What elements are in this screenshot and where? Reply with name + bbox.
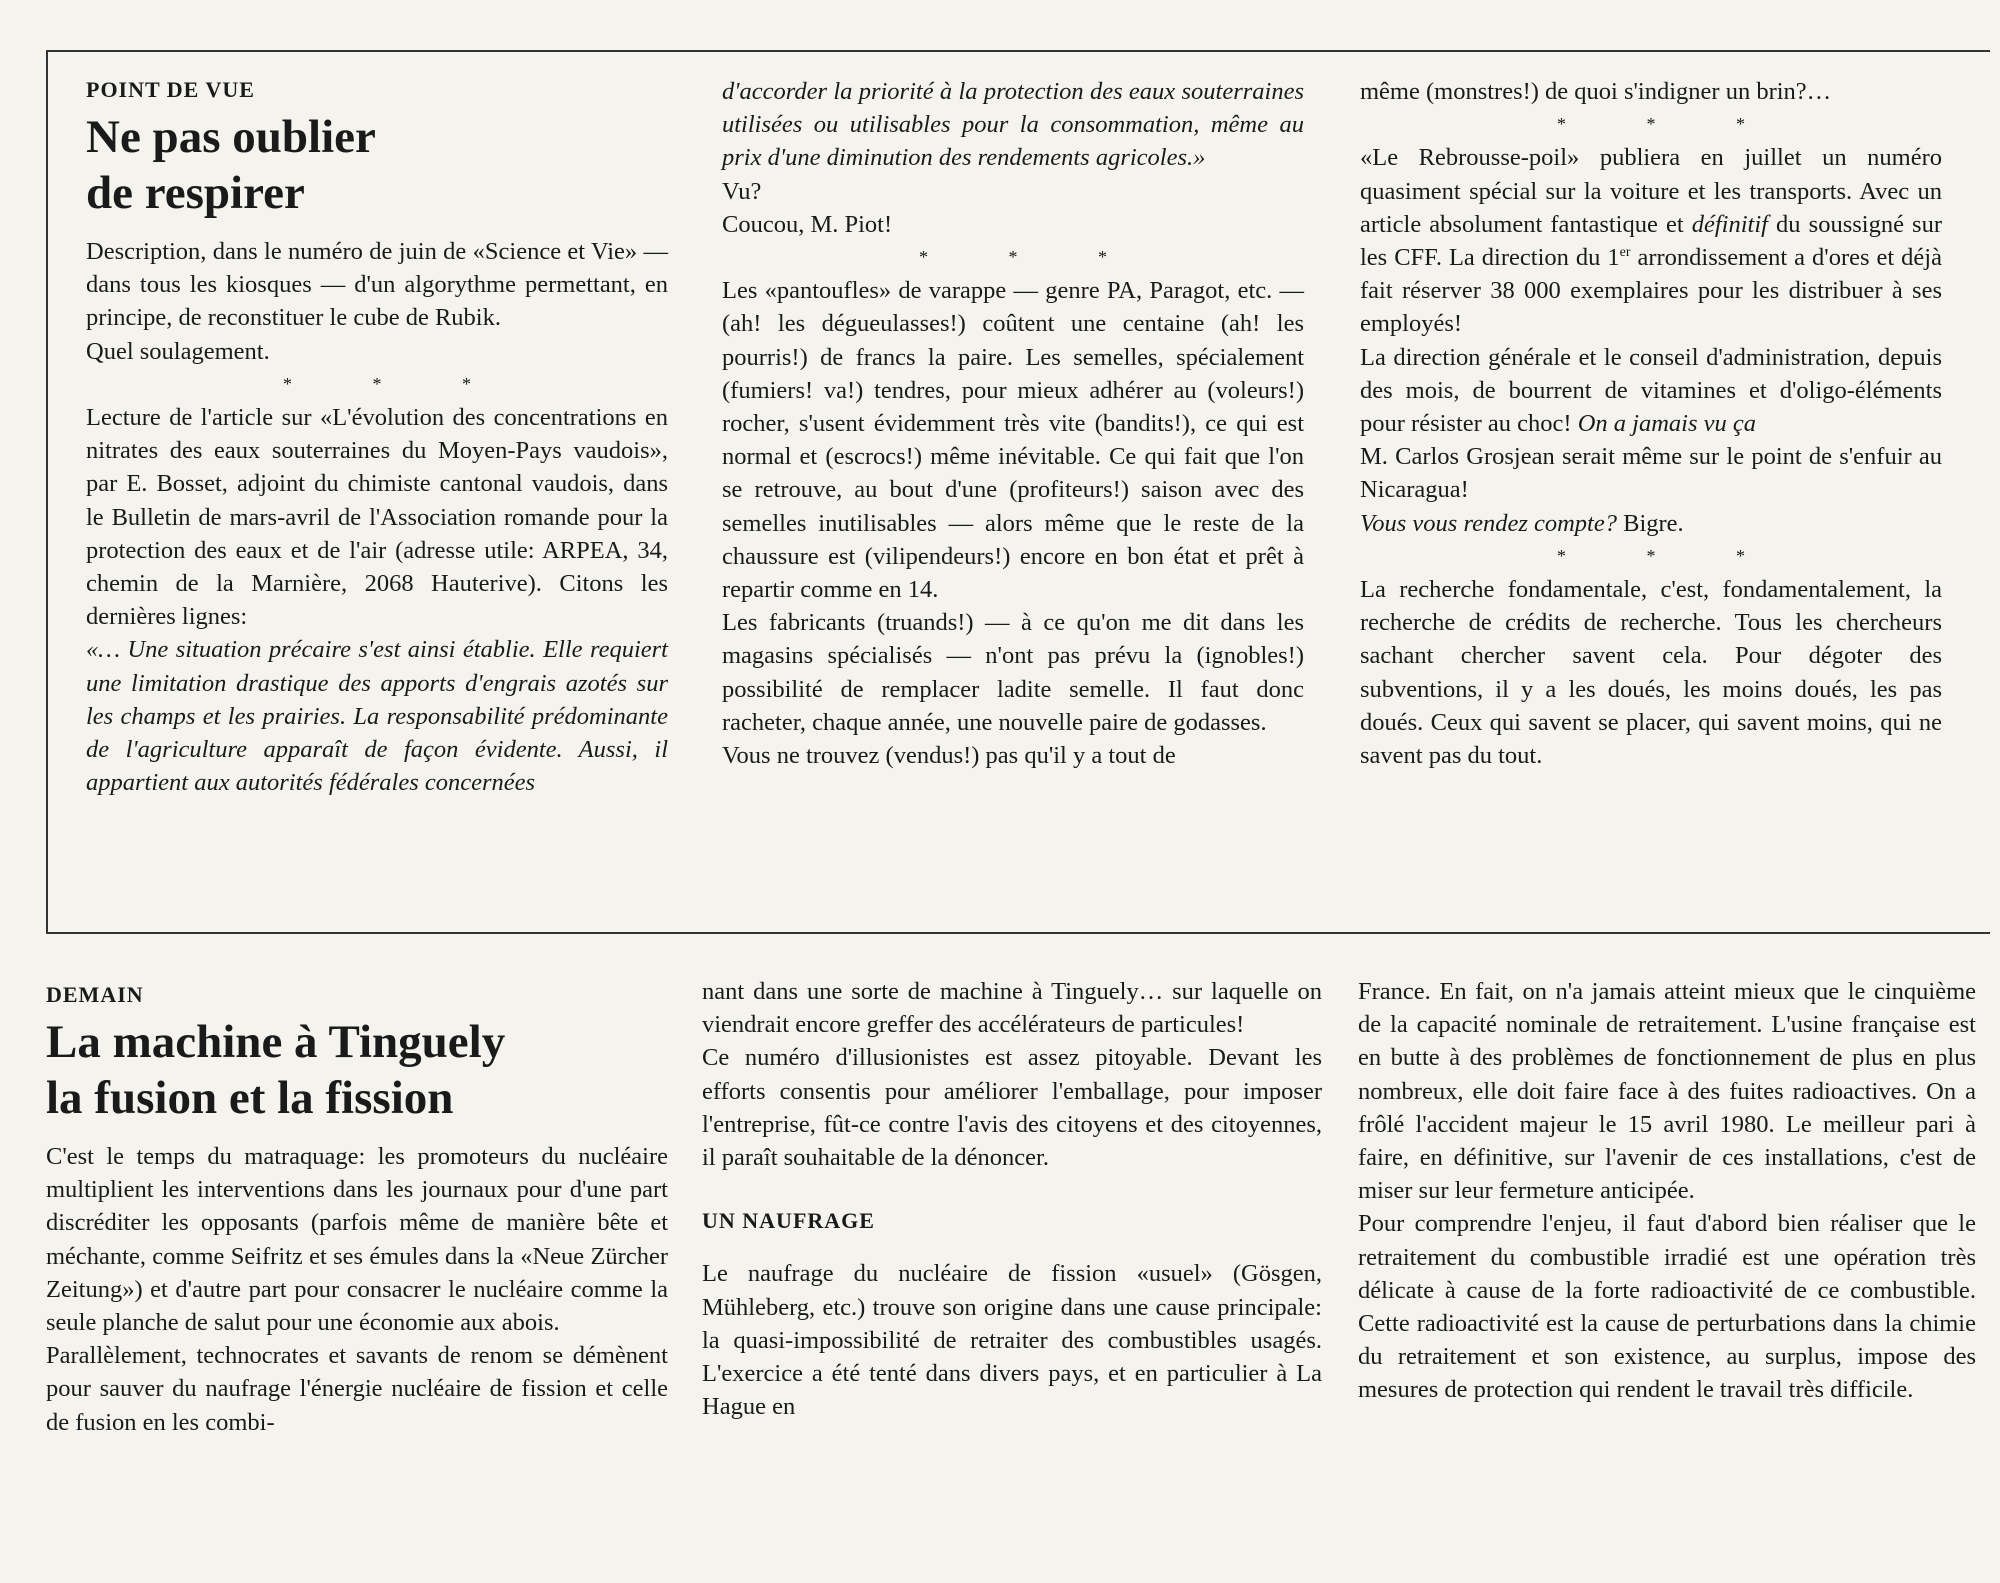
pdv-separator-3: * * * <box>1557 114 1783 135</box>
pdv-column-3 <box>1360 75 1942 772</box>
pdv-c3-p5 <box>1360 507 1942 540</box>
pdv-c3-p6: La recherche fondamentale, c'est, fondamentalement, la recherche de crédits de recherche. Tous les chercheurs sachant chercher savent cela. Pour dégoter des subventions, il y a les doués, les moins doués, les pas doués. Ceux qui savent se placer, qui savent moins, qui ne savent pas du tout. <box>1360 576 1942 770</box>
pdv-c3-p2-a: «Le Rebrousse-poil» publiera en juillet un numéro quasiment spécial sur la voiture et les transports. Avec un article absolument fantastique et <box>1360 144 1942 238</box>
pdv-c1-p3: Lecture de l'article sur «L'évolution des concentrations en nitrates des eaux souterraines du Moyen-Pays vaudois», par E. Bosset, adjoint du chimiste cantonal vaudois, dans le Bulletin de mars-avril de l'Association romande pour la protection des eaux et de l'air (adresse utile: ARPEA, 34, chemin de la Marnière, 2068 Hauterive). Citons les dernières lignes: <box>86 404 668 631</box>
pdv-c2-p5: Vous ne trouvez (vendus!) pas qu'il y a tout de <box>722 742 1176 770</box>
pdv-c3-p3 <box>1360 341 1942 441</box>
pdv-c1-p2: Quel soulagement. <box>86 337 270 365</box>
demain-subhead: UN NAUFRAGE <box>702 1208 875 1234</box>
pdv-c3-p5-b: Bigre. <box>1616 509 1684 537</box>
pdv-headline-line2: de respirer <box>86 167 305 219</box>
pdv-c1-quote <box>86 633 668 799</box>
pdv-headline-line1: Ne pas oublier <box>86 111 376 163</box>
demain-column-3 <box>1358 975 1976 1407</box>
pdv-c2-quote-text: d'accorder la priorité à la protection des eaux souterraines utilisées ou utilisables pour la consommation, même au prix d'une diminution des rendements agricoles.» <box>722 78 1304 172</box>
pdv-c2-p3: Les «pantoufles» de varappe — genre PA, Paragot, etc. — (ah! les dégueulasses!) coûtent une centaine (ah! les pourris!) de francs la paire. Les semelles, spécialement (fumiers! va!) tendres, pour mieux adhérer au (voleurs!) rocher, s'usent évidemment très vite (bandits!), ce qui est normal et (escrocs!) même inévitable. Ce qui fait que l'on se retrouve, au bout d'une (profiteurs!) saison avec des semelles inutilisables — alors même que le reste de la chaussure est (vilipendeurs!) encore en bon état et prêt à repartir comme en 14. <box>722 277 1304 604</box>
pdv-c2-p1: Vu? <box>722 177 762 205</box>
demain-c2-p1: nant dans une sorte de machine à Tinguely… sur laquelle on viendrait encore greffer des accélérateurs de particules! <box>702 978 1322 1039</box>
pdv-c3-p2-b: du soussigné sur les CFF. La direction du 1 <box>1360 210 1942 272</box>
pdv-c3-p1: même (monstres!) de quoi s'indigner un brin?… <box>1360 78 1832 105</box>
pdv-headline <box>86 109 668 221</box>
pdv-c3-p3-em: On a jamais vu ça <box>1577 410 1756 438</box>
pdv-c3-p3-a: La direction générale et le conseil d'administration, depuis des mois, de bourrent de vitamines et d'oligo-éléments pour résister au choc! <box>1360 343 1942 438</box>
pdv-c2-p4: Les fabricants (truands!) — à ce qu'on me dit dans les magasins spécialisés — n'ont pas prévu la (ignobles!) possibilité de remplacer ladite semelle. Il faut donc racheter, chaque année, une nouvelle paire de godasses. <box>722 609 1304 736</box>
pdv-c3-p2-em: définitif <box>1691 210 1768 238</box>
pdv-separator-1: * * * <box>283 373 509 394</box>
pdv-separator-4: * * * <box>1557 545 1783 566</box>
demain-c1-p1: C'est le temps du matraquage: les promoteurs du nucléaire multiplient les interventions dans les journaux pour d'une part discréditer les opposants (parfois même de manière bête et méchante, comme Seifritz et ses émules dans la «Neue Zürcher Zeitung») et d'autre part pour consacrer le nucléaire comme la seule planche de salut pour une économie aux abois. <box>46 1143 668 1337</box>
demain-c2-p2: Ce numéro d'illusionistes est assez pitoyable. Devant les efforts consentis pour améliorer l'emballage, pour imposer l'entreprise, fût-ce contre l'avis des citoyens et des citoyennes, il paraît souhaitable de la dénoncer. <box>702 1044 1322 1172</box>
demain-column-1 <box>46 980 668 1439</box>
demain-headline-line1: La machine à Tinguely <box>46 1016 506 1068</box>
demain-headline <box>46 1014 668 1126</box>
pdv-c1-quote-text: «… Une situation précaire s'est ainsi établie. Elle requiert une limitation drastique des apports d'engrais azotés sur les champs et les prairies. La responsabilité prédominante de l'agriculture apparaît de façon évidente. Aussi, il appartient aux autorités fédérales concernées <box>86 636 668 797</box>
pdv-c3-p5-em: Vous vous rendez compte? <box>1360 509 1617 537</box>
pdv-c1-p1: Description, dans le numéro de juin de «Science et Vie» — dans tous les kiosques — d'un algorythme permettant, en principe, de reconstituer le cube de Rubik. <box>86 238 668 332</box>
pdv-column-2 <box>722 75 1304 772</box>
demain-column-2 <box>702 975 1322 1423</box>
pdv-c2-p2: Coucou, M. Piot! <box>722 210 893 238</box>
demain-headline-line2: la fusion et la fission <box>46 1072 454 1124</box>
pdv-c3-p2-sup: er <box>1619 244 1631 260</box>
demain-c3-p1: France. En fait, on n'a jamais atteint mieux que le cinquième de la capacité nominale de retraitement. L'usine française est en butte à des problèmes de fonctionnement de plus en plus nombreux, elle doit faire face à des fuites radioactives. On a frôlé l'accident majeur le 15 avril 1980. Le meilleur pari à faire, en définitive, sur l'avenir de ces installations, c'est de miser sur leur fermeture anticipée. <box>1358 978 1976 1205</box>
demain-kicker: DEMAIN <box>46 982 144 1007</box>
pdv-c3-p4: M. Carlos Grosjean serait même sur le point de s'enfuir au Nicaragua! <box>1360 443 1942 504</box>
pdv-kicker: POINT DE VUE <box>86 77 255 102</box>
pdv-c3-p2 <box>1360 141 1942 340</box>
pdv-c2-quote <box>722 75 1304 175</box>
demain-c1-p2: Parallèlement, technocrates et savants de renom se démènent pour sauver du naufrage l'énergie nucléaire de fission et celle de fusion en les combi- <box>46 1342 668 1436</box>
demain-c2-p3: Le naufrage du nucléaire de fission «usuel» (Gösgen, Mühleberg, etc.) trouve son origine dans une cause principale: la quasi-impossibilité de retraiter des combustibles usagés. L'exercice a été tenté dans divers pays, et en particulier à La Hague en <box>702 1260 1322 1421</box>
demain-c3-p2: Pour comprendre l'enjeu, il faut d'abord bien réaliser que le retraitement du combustible irradié est une opération très délicate à cause de la forte radioactivité de ce combustible. Cette radioactivité est la cause de perturbations dans la chimie du retraitement et son existence, au surplus, impose des mesures de protection qui rendent le travail très difficile. <box>1358 1210 1976 1404</box>
pdv-column-1 <box>86 75 668 799</box>
pdv-separator-2: * * * <box>919 247 1145 268</box>
pdv-c3-p2-c: arrondissement a d'ores et déjà fait réserver 38 000 exemplaires pour les distribuer à ses employés! <box>1360 244 1942 338</box>
